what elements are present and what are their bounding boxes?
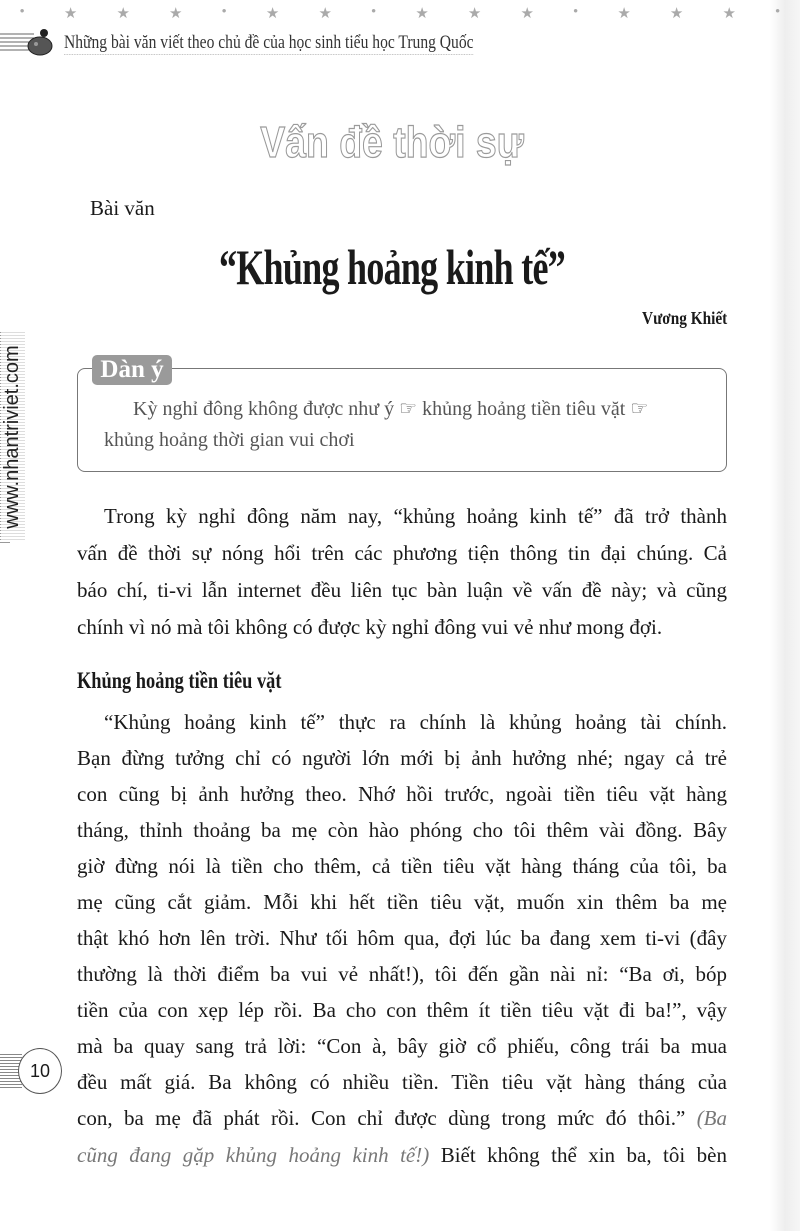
website-watermark: www.nhantriviet.com <box>1 332 25 542</box>
star-icon: • <box>371 4 377 20</box>
body-text: Biết không thể xin ba, tôi bèn <box>440 1143 728 1167</box>
page-edge-shadow <box>770 0 800 1231</box>
star-icon: • <box>221 4 227 20</box>
body-line: “Khủng hoảng kinh tế” thực ra chính là khủng hoảng tài chính. <box>104 710 727 734</box>
body-line <box>77 1142 727 1168</box>
body-line: thường là thời điểm ba vui vẻ nhất!), tôi đến gần nài nỉ: “Ba ơi, bóp <box>77 962 727 986</box>
outline-line: khủng hoảng thời gian vui chơi <box>104 429 355 451</box>
topic-heading: Vấn đề thời sự <box>260 118 524 167</box>
star-icon: ★ <box>265 6 280 22</box>
star-icon: ★ <box>617 6 631 22</box>
star-border <box>0 4 800 28</box>
body-text: con, ba mẹ đã phát rồi. Con chỉ được dùng trong mức đó thôi.” <box>77 1106 686 1130</box>
outline-line: Kỳ nghỉ đông không được như ý ☞ khủng hoảng tiền tiêu vặt ☞ <box>133 398 649 420</box>
outline-badge: Dàn ý <box>92 355 172 385</box>
star-icon: • <box>775 4 781 20</box>
body-line <box>77 1105 727 1131</box>
star-icon: ★ <box>63 6 78 22</box>
star-icon: ★ <box>722 6 736 22</box>
star-icon: ★ <box>318 6 332 22</box>
star-icon: ★ <box>415 6 429 22</box>
body-line: con cũng bị ảnh hưởng theo. Nhớ hồi trước, ngoài tiền tiêu vặt hàng <box>77 782 727 806</box>
star-icon: ★ <box>669 6 684 22</box>
section-heading: Khủng hoảng tiền tiêu vặt <box>77 668 282 693</box>
ladybug-icon <box>0 26 62 60</box>
italic-aside: cũng đang gặp khủng hoảng kinh tế!) <box>77 1143 430 1167</box>
body-line: Bạn đừng tưởng chỉ có người lớn mới bị ảnh hưởng nhé; ngay cả trẻ <box>77 746 727 770</box>
body-line: thật khó hơn lên trời. Như tối hôm qua, đợi lúc ba đang xem ti-vi (đây <box>77 926 727 950</box>
star-icon: • <box>19 4 25 20</box>
italic-aside: (Ba <box>696 1106 728 1130</box>
body-line: chính vì nó mà tôi không có được kỳ nghỉ đông vui vẻ như mong đợi. <box>77 615 663 639</box>
essay-title: “Khủng hoảng kinh tế” <box>218 239 566 295</box>
star-icon: ★ <box>467 6 482 22</box>
running-header: Những bài văn viết theo chủ đề của học sinh tiểu học Trung Quốc <box>64 32 474 53</box>
body-line: đều mất giá. Ba không có nhiều tiền. Tiền tiêu vặt hàng tháng của <box>77 1070 727 1094</box>
author: Vương Khiết <box>641 308 727 328</box>
essay-label: Bài văn <box>90 196 155 220</box>
body-line: giờ đừng nói là tiền cho thêm, cả tiền tiêu vặt hàng tháng của tôi, ba <box>77 854 727 878</box>
body-line: báo chí, ti-vi lẫn internet đều liên tục bàn luận về vấn đề này; và cũng <box>77 578 727 602</box>
body-line: vấn đề thời sự nóng hổi trên các phương tiện thông tin đại chúng. Cả <box>77 541 727 565</box>
body-line: tiền của con xẹp lép rồi. Ba cho con thêm ít tiền tiêu vặt đi ba!”, vậy <box>77 998 727 1022</box>
page-number: 10 <box>18 1048 62 1094</box>
body-line: Trong kỳ nghỉ đông năm nay, “khủng hoảng kinh tế” đã trở thành <box>104 504 727 528</box>
star-icon: • <box>573 4 579 20</box>
star-icon: ★ <box>116 6 130 22</box>
star-icon: ★ <box>520 6 534 22</box>
body-line: mà ba quay sang trả lời: “Con à, bây giờ cổ phiếu, công trái ba mua <box>77 1034 727 1058</box>
body-line: tháng, thỉnh thoảng ba mẹ còn hào phóng cho tôi thêm vài đồng. Bây <box>77 818 727 842</box>
body-line: mẹ cũng cắt giảm. Mỗi khi hết tiền tiêu vặt, muốn xin thêm ba mẹ <box>77 890 727 914</box>
star-icon: ★ <box>169 6 183 22</box>
